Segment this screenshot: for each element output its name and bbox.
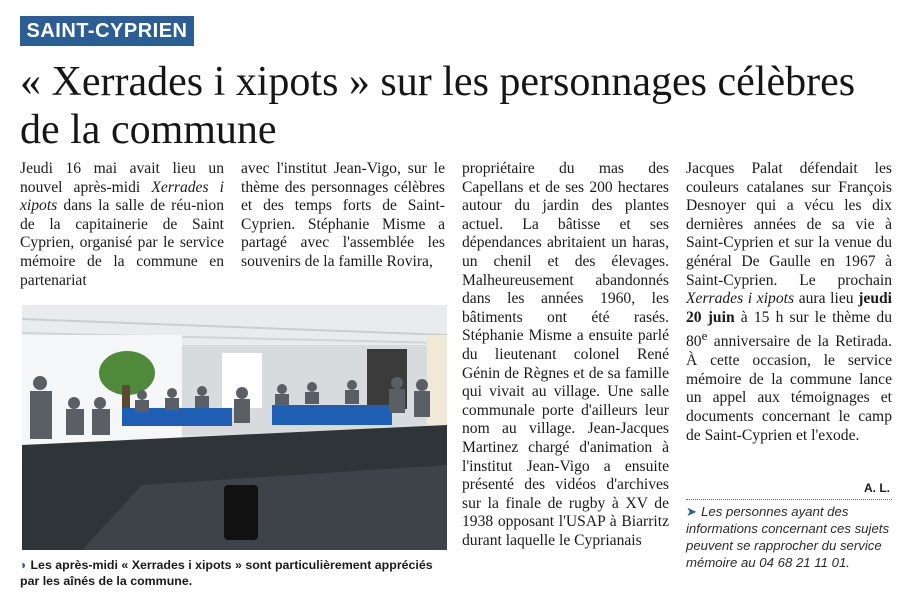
- col4-text-d: anniversaire de la Retirada. À cette occasion, le service mémoire de la commune lance un appel aux témoignages et documents concernant le camp de Saint-Cyprien et l'exode.: [686, 333, 892, 444]
- col4-event-name: Xerrades i xipots: [686, 290, 795, 308]
- headline: « Xerrades i xipots » sur les personnages célèbres de la commune: [20, 59, 856, 153]
- col2-text: avec l'institut Jean-Vigo, sur le thème des personnages célèbres et des temps forts de Saint-Cyprien. Stéphanie Misme a partagé avec l'assemblée les souvenirs de la famille Rovira,: [241, 160, 445, 270]
- col1-text-2: nouvel après-midi: [20, 178, 152, 196]
- section-tag: SAINT-CYPRIEN: [20, 16, 194, 46]
- col4-ordinal: e: [701, 328, 708, 344]
- article-column-4: [686, 160, 892, 445]
- col1-text-3: dans la salle de réu-: [57, 197, 197, 215]
- caption-text: Les après-midi « Xerrades i xipots » sont particulièrement appréciés par les aînés de la commune.: [20, 558, 433, 588]
- photo-caption: [20, 557, 448, 589]
- event-photo: [22, 305, 447, 550]
- col4-text-c: à 15 h sur le thème du 80: [686, 308, 892, 351]
- col4-text-a: Jacques Palat défendait les couleurs catalanes sur François Desnoyer qui a vécu les dix dernières années de sa vie à Saint-Cyprien et sur la venue du général De Gaulle en 1967 à Saint-Cyprien. Le prochain: [686, 160, 892, 289]
- meeting-room-image: [22, 305, 447, 550]
- note-divider: [686, 499, 892, 500]
- col1-text-1: Jeudi 16 mai avait lieu un: [20, 160, 224, 177]
- col4-text-b: aura lieu: [794, 290, 859, 308]
- info-note-text: Les personnes ayant des informations concernant ces sujets peuvent se rapprocher du service mémoire au 04 68 21 11 01.: [686, 504, 890, 570]
- info-note: [686, 503, 896, 571]
- col4-date: jeudi 20 juin: [686, 290, 892, 326]
- col3-text: propriétaire du mas des Capellans et de ses 200 hectares autour du jardin des plantes actuel. La bâtisse et ses dépendances abritaient un haras, un chenil et des élevages. Malheureusement abandonnés dans les années 1960, les bâtiments ont été rasés. Stéphanie Misme a ensuite parlé du lieutenant colonel René Génin de Règnes et de sa famille qui vivait au village. Une salle communale porte d'ailleurs leur nom au village. Jean-Jacques Martinez chargé d'animation à l'institut Jean-Vigo a ensuite présenté des vidéos d'archives sur la finale de rugby à XV de 1938 opposant l'USAP à Biarritz durant laquelle le Cyprianais: [462, 160, 669, 549]
- article-column-1: [20, 160, 224, 290]
- byline: A. L.: [864, 481, 890, 495]
- arrow-icon: ➤: [686, 504, 698, 519]
- caption-marker-icon: ◗: [20, 558, 28, 572]
- col1-event-name: Xerrades i xipots: [20, 178, 224, 215]
- article-column-2: [241, 160, 445, 272]
- col1-text-4: nion de la capitainerie de Saint Cyprien, organisé par le service mémoire de la commune en partenariat: [20, 197, 224, 289]
- article-column-3: [462, 160, 669, 550]
